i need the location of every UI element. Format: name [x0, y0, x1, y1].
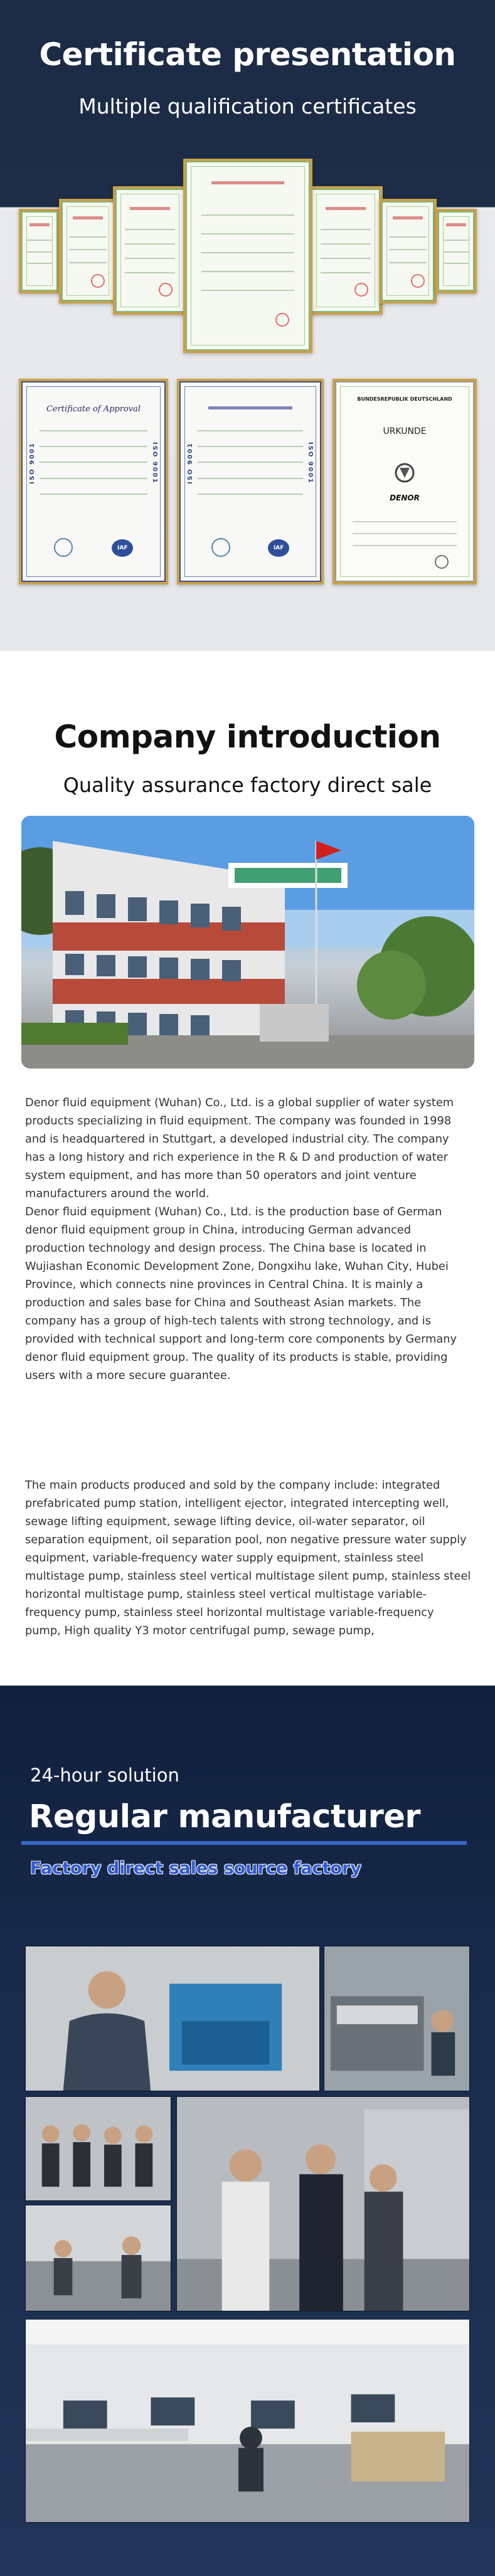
- certificate-image: [379, 199, 437, 304]
- factory-building-photo: [21, 816, 474, 1069]
- globe-icon: [211, 538, 230, 557]
- manufacturer-title: Regular manufacturer: [29, 1798, 421, 1835]
- certificate-image: [19, 209, 60, 293]
- intro-title: Company introduction: [54, 719, 441, 755]
- iaf-logo: IAF: [112, 539, 133, 557]
- certificate-image: [59, 199, 117, 304]
- team-photo-group: [25, 2096, 171, 2201]
- approval-caption: Certificate of Approval: [46, 404, 141, 414]
- manufacturer-section: [0, 1686, 495, 2576]
- approval-side-label: ISO 9001: [29, 441, 36, 484]
- eagle-seal-icon: [435, 555, 449, 569]
- certificate-subtitle: Multiple qualification certificates: [78, 94, 417, 119]
- certificate-image: [309, 186, 383, 315]
- urkunde-brand: DENOR: [390, 493, 420, 502]
- factory-visit-photo: [176, 2096, 470, 2311]
- quality-side-label: ISO 9001: [187, 441, 194, 484]
- certificate-image: [113, 186, 187, 315]
- title-underline: [21, 1841, 467, 1845]
- iaf-logo: IAF: [268, 539, 289, 557]
- urkunde-header: BUNDESREPUBLIK DEUTSCHLAND: [357, 396, 452, 403]
- quality-certificate: [177, 379, 324, 584]
- intro-paragraph-2: Denor fluid equipment (Wuhan) Co., Ltd. is the production base of German denor fluid equipment group in China, introducing German advanced production technology and design process. The China base is located in Wujiashan Economic Development Zone, Dongxihu lake, Wuhan City, Hubei Province, which connects nine provinces in Central China. It is mainly a production and sales base for China and Southeast Asian markets. The company has a group of high-tech talents with strong technology, and is provided with technical support and long-term core components by Germany denor fluid equipment group. The quality of its products is stable, providing users with a more secure guarantee.: [25, 1205, 457, 1382]
- intro-paragraph-3: The main products produced and sold by the company include: integrated prefabricated pump station, intelligent ejector, integrated intercepting well, sewage lifting equipment, sewage lifting device, oil-water separator, oil separation equipment, oil separation pool, non negative pressure water supply equipment, variable-frequency water supply equipment, stainless steel multistage pump, stainless steel vertical multistage silent pump, stainless steel horizontal multistage pump, stainless steel vertical multistage variable-frequency pump, stainless steel horizontal multistage variable-frequency pump, High quality Y3 motor centrifugal pump, sewage pump,: [25, 1479, 471, 1637]
- manufacturer-subtitle: Factory direct sales source factory: [30, 1859, 361, 1878]
- workshop-photo-machine: [324, 1946, 470, 2091]
- intro-subtitle: Quality assurance factory direct sale: [63, 773, 432, 797]
- intro-paragraph-1: Denor fluid equipment (Wuhan) Co., Ltd. is a global supplier of water system products specializing in fluid equipment. The company was founded in 1998 and is headquartered in Stuttgart, a developed industrial city. The company has a long history and rich experience in the R & D and production of water system equipment, and has more than 50 operators and joint venture manufacturers around the world.: [25, 1096, 454, 1200]
- team-photo-meeting: [25, 2205, 171, 2311]
- approval-side-label-right: ISO 9001: [151, 441, 158, 484]
- quality-side-label-right: ISO 9001: [307, 441, 314, 484]
- globe-icon: [54, 538, 73, 557]
- urkunde-title: URKUNDE: [383, 426, 427, 436]
- certificate-title: Certificate presentation: [39, 36, 456, 73]
- certificate-of-approval: [19, 379, 168, 584]
- company-introduction-section: [0, 651, 495, 1686]
- workshop-photo-worker: [25, 1946, 320, 2091]
- certificate-image-center: [183, 159, 312, 353]
- certificate-section: [0, 0, 495, 651]
- denor-logo-icon: [387, 462, 422, 487]
- certificate-image: [435, 209, 477, 293]
- office-photo: [25, 2319, 470, 2523]
- manufacturer-kicker: 24-hour solution: [30, 1765, 179, 1786]
- urkunde-certificate: [333, 379, 477, 584]
